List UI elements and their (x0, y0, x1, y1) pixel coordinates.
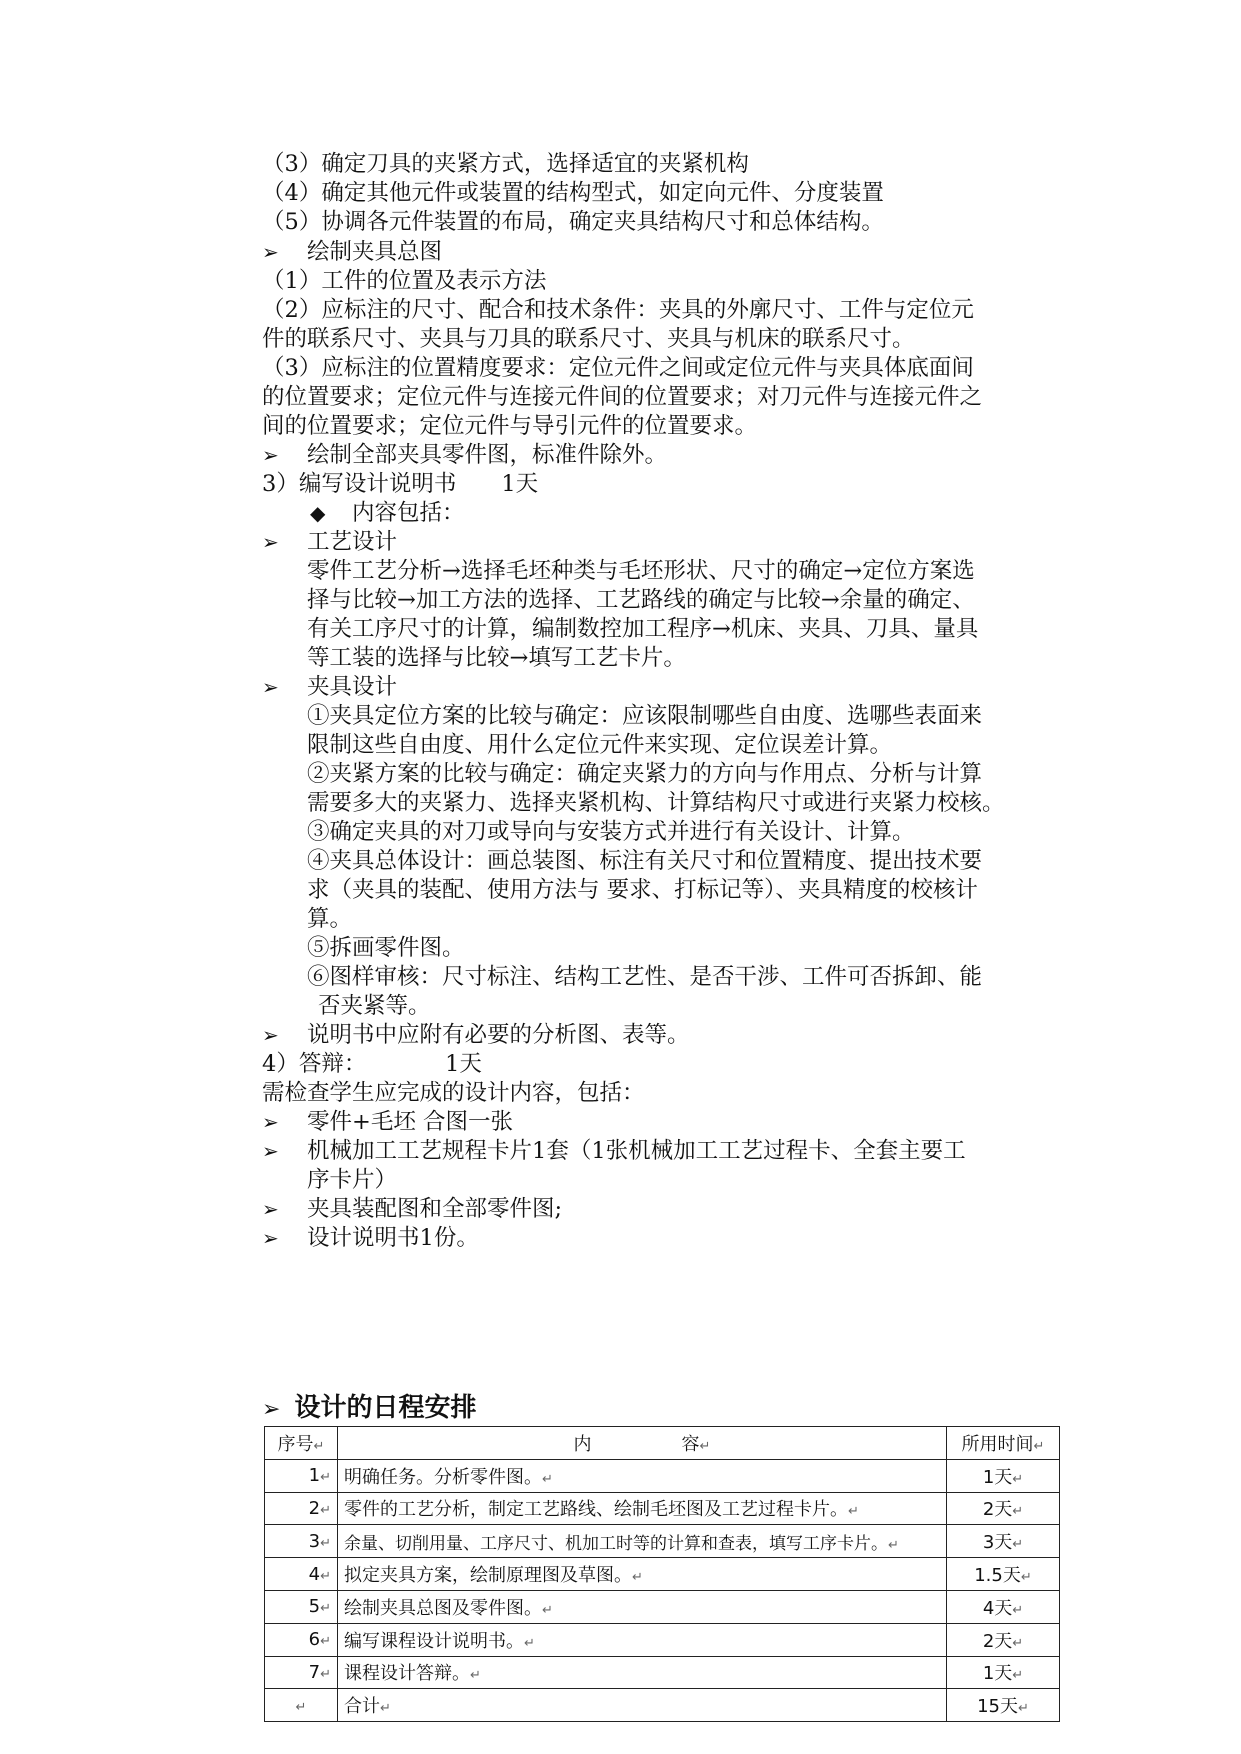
cell-content: 课程设计答辩。↵ (338, 1656, 947, 1689)
cell-time: 4天↵ (947, 1590, 1060, 1623)
text-line: 需检查学生应完成的设计内容，包括： (262, 1080, 645, 1106)
table-row (265, 1459, 1060, 1492)
bullet-text: 说明书中应附有必要的分析图、表等。 (307, 1022, 690, 1048)
text-line: （3）应标注的位置精度要求：定位元件之间或定位元件与夹具体底面间 (262, 355, 974, 381)
cell-time: 15天↵ (947, 1689, 1060, 1722)
text-line: ④夹具总体设计：画总装图、标注有关尺寸和位置精度、提出技术要 (307, 848, 983, 874)
header-time: 所用时间↵ (947, 1427, 1060, 1460)
cell-time: 1.5天↵ (947, 1558, 1060, 1591)
arrow-bullet-icon: ➢ (262, 1226, 279, 1250)
bullet-text: 工艺设计 (307, 529, 398, 555)
bullet-text: 零件+毛坯 合图一张 (307, 1109, 514, 1135)
text-line: 否夹紧等。 (318, 993, 431, 1019)
cell-time: 1天↵ (947, 1656, 1060, 1689)
text-line: 限制这些自由度、用什么定位元件来实现、定位误差计算。 (307, 732, 893, 758)
arrow-bullet-icon: ➢ (262, 1397, 281, 1422)
text-line: （3）确定刀具的夹紧方式，选择适宜的夹紧机构 (262, 151, 749, 177)
bullet-text: 设计说明书1份。 (307, 1225, 479, 1251)
text-line: （2）应标注的尺寸、配合和技术条件：夹具的外廓尺寸、工件与定位元 (262, 297, 974, 323)
text-line: 算。 (307, 906, 353, 932)
table-row (265, 1492, 1060, 1525)
header-content: 内 容↵ (338, 1427, 947, 1460)
table-row (265, 1623, 1060, 1656)
arrow-bullet-icon: ➢ (262, 530, 279, 554)
text-line: 等工装的选择与比较→填写工艺卡片。 (307, 645, 686, 671)
text-line: 择与比较→加工方法的选择、工艺路线的确定与比较→余量的确定、 (307, 587, 975, 613)
text-line: 零件工艺分析→选择毛坯种类与毛坯形状、尺寸的确定→定位方案选 (307, 558, 975, 584)
cell-content: 零件的工艺分析，制定工艺路线、绘制毛坯图及工艺过程卡片。↵ (338, 1492, 947, 1525)
section-heading-defense: 4）答辩： 1天 (262, 1051, 482, 1077)
cell-content: 拟定夹具方案，绘制原理图及草图。↵ (338, 1558, 947, 1591)
text-line: 序卡片） (307, 1167, 398, 1193)
cell-content: 明确任务。分析零件图。↵ (338, 1459, 947, 1492)
cell-time: 3天↵ (947, 1525, 1060, 1558)
text-line: 间的位置要求；定位元件与导引元件的位置要求。 (262, 413, 758, 439)
table-header-row (265, 1427, 1060, 1460)
arrow-bullet-icon: ➢ (262, 240, 279, 264)
section-heading-writing: 3）编写设计说明书 1天 (262, 471, 539, 497)
text-line: （5）协调各元件装置的布局，确定夹具结构尺寸和总体结构。 (262, 209, 884, 235)
bullet-text: 绘制夹具总图 (307, 239, 443, 265)
schedule-section-title (262, 1390, 476, 1428)
cell-content: 合计↵ (338, 1689, 947, 1722)
cell-content: 余量、切削用量、工序尺寸、机加工时等的计算和查表，填写工序卡片。↵ (338, 1525, 947, 1558)
cell-content: 绘制夹具总图及零件图。↵ (338, 1590, 947, 1623)
bullet-text: 机械加工工艺规程卡片1套（1张机械加工工艺过程卡、全套主要工 (307, 1138, 966, 1164)
cell-time: 1天↵ (947, 1459, 1060, 1492)
cell-number: 7↵ (265, 1656, 338, 1689)
bullet-text: 绘制全部夹具零件图，标准件除外。 (307, 442, 668, 468)
text-line: ③确定夹具的对刀或导向与安装方式并进行有关设计、计算。 (307, 819, 915, 845)
text-line: 需要多大的夹紧力、选择夹紧机构、计算结构尺寸或进行夹紧力校核。 (307, 790, 1005, 816)
arrow-bullet-icon: ➢ (262, 675, 279, 699)
schedule-table (264, 1426, 1060, 1722)
arrow-bullet-icon: ➢ (262, 1197, 279, 1221)
table-row (265, 1656, 1060, 1689)
text-line: ⑤拆画零件图。 (307, 935, 465, 961)
table-row (265, 1590, 1060, 1623)
text-line: ⑥图样审核：尺寸标注、结构工艺性、是否干涉、工件可否拆卸、能 (307, 964, 983, 990)
cell-number: 4↵ (265, 1558, 338, 1591)
table-row (265, 1558, 1060, 1591)
cell-number: 2↵ (265, 1492, 338, 1525)
bullet-text: 内容包括： (352, 500, 465, 526)
text-line: （1）工件的位置及表示方法 (262, 268, 547, 294)
text-line: （4）确定其他元件或装置的结构型式，如定向元件、分度装置 (262, 180, 884, 206)
bullet-text: 夹具设计 (307, 674, 398, 700)
cell-time: 2天↵ (947, 1623, 1060, 1656)
cell-number: 6↵ (265, 1623, 338, 1656)
arrow-bullet-icon: ➢ (262, 1110, 279, 1134)
table-row (265, 1525, 1060, 1558)
cell-number: 1↵ (265, 1459, 338, 1492)
text-line: 有关工序尺寸的计算，编制数控加工程序→机床、夹具、刀具、量具 (307, 616, 979, 642)
text-line: 求（夹具的装配、使用方法与 要求、打标记等）、夹具精度的校核计 (307, 877, 978, 903)
cell-number: 5↵ (265, 1590, 338, 1623)
cell-number: ↵ (265, 1689, 338, 1722)
text-line: ②夹紧方案的比较与确定：确定夹紧力的方向与作用点、分析与计算 (307, 761, 983, 787)
arrow-bullet-icon: ➢ (262, 1023, 279, 1047)
text-line: ①夹具定位方案的比较与确定：应该限制哪些自由度、选哪些表面来 (307, 703, 983, 729)
header-number: 序号↵ (265, 1427, 338, 1460)
bullet-text: 夹具装配图和全部零件图; (307, 1196, 563, 1222)
text-line: 的位置要求；定位元件与连接元件间的位置要求；对刀元件与连接元件之 (262, 384, 983, 410)
arrow-bullet-icon: ➢ (262, 1139, 279, 1163)
cell-number: 3↵ (265, 1525, 338, 1558)
table-row-total (265, 1689, 1060, 1722)
text-line: 件的联系尺寸、夹具与刀具的联系尺寸、夹具与机床的联系尺寸。 (262, 326, 915, 352)
diamond-bullet-icon: ◆ (310, 501, 326, 525)
cell-content: 编写课程设计说明书。↵ (338, 1623, 947, 1656)
schedule-title-text: 设计的日程安排 (294, 1393, 477, 1423)
cell-time: 2天↵ (947, 1492, 1060, 1525)
arrow-bullet-icon: ➢ (262, 443, 279, 467)
